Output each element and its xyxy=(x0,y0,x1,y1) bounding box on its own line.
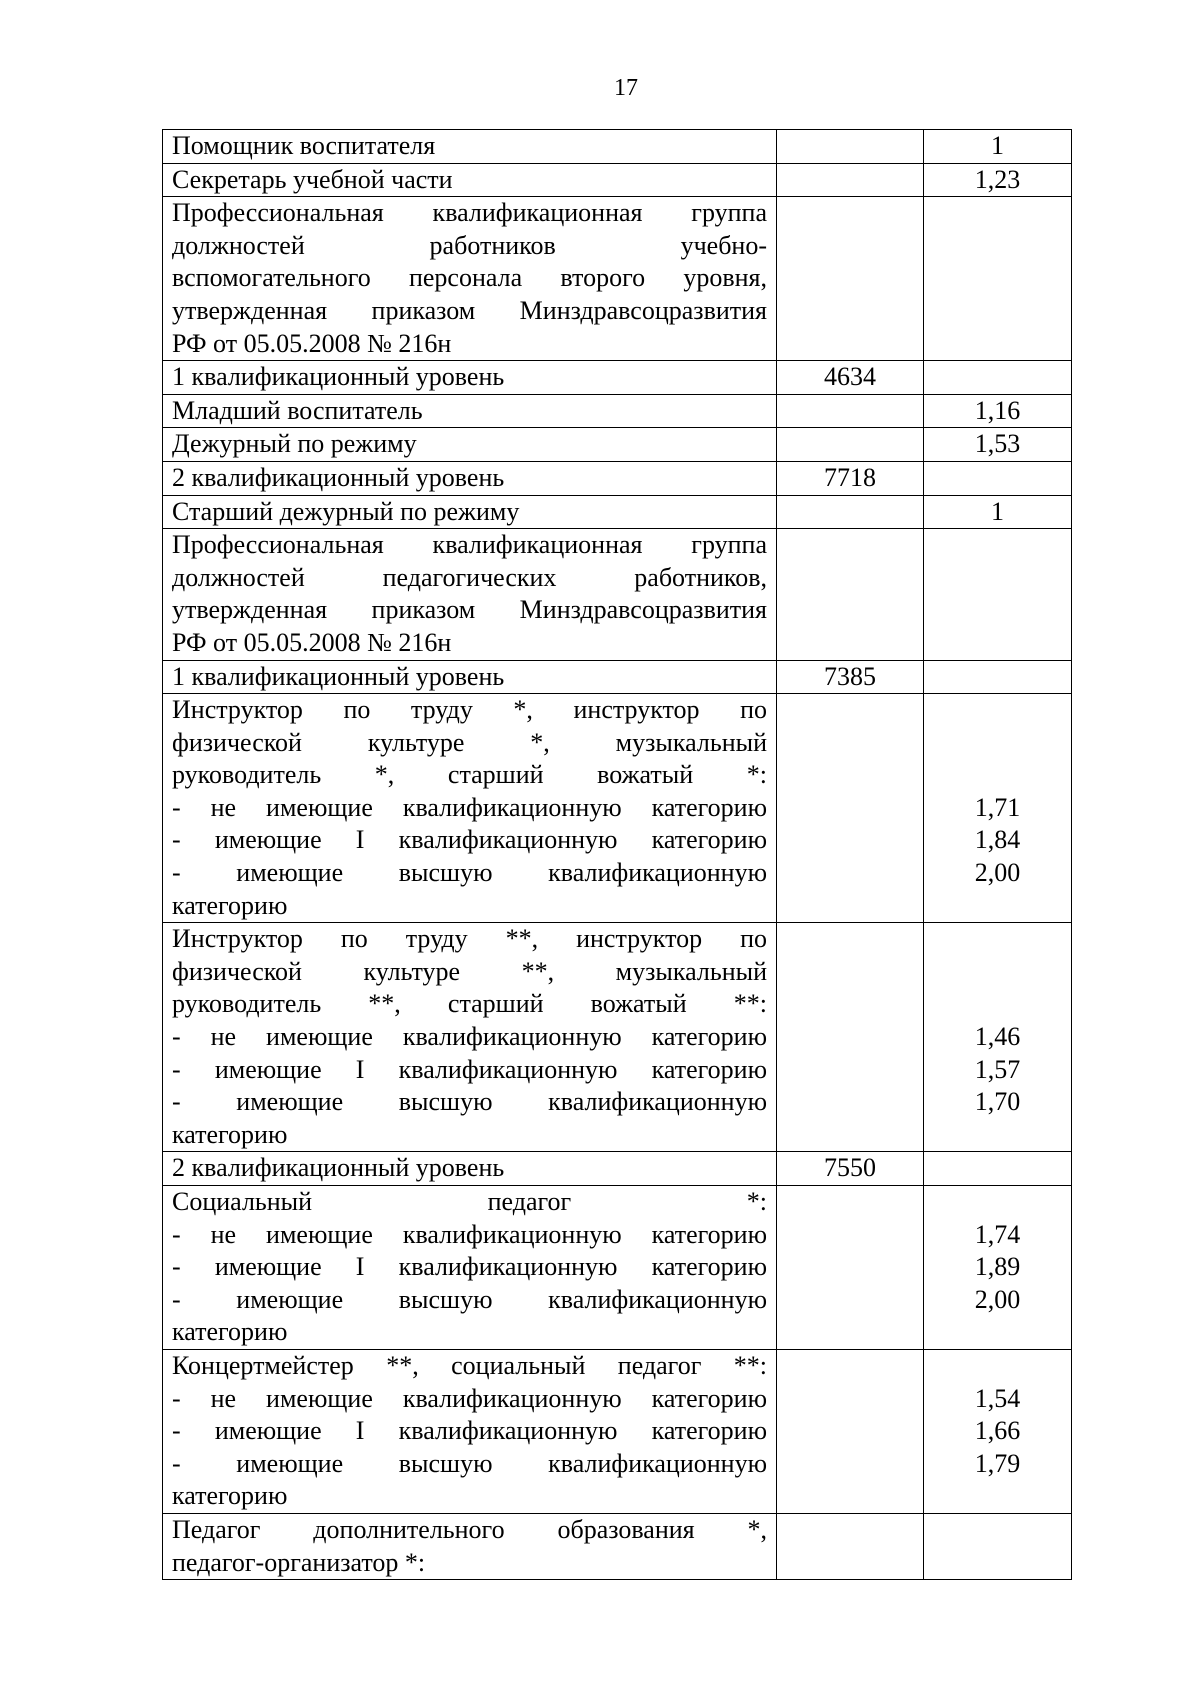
table-row xyxy=(163,495,1072,529)
position-text-line: - не имеющие квалификационную категорию xyxy=(172,1219,767,1249)
coefficient-value: 1,79 xyxy=(974,1448,1021,1478)
coefficient-value xyxy=(933,727,1062,760)
position-cell xyxy=(163,1513,777,1579)
salary-value: 7385 xyxy=(824,661,876,691)
salary-value xyxy=(786,395,914,428)
coefficient-value: 1,84 xyxy=(974,825,1021,855)
table-row xyxy=(163,1152,1072,1186)
position-text-line: - не имеющие квалификационную категорию xyxy=(172,1383,767,1413)
salary-cell xyxy=(777,394,924,428)
position-cell xyxy=(163,694,777,923)
coefficient-cell xyxy=(924,529,1072,660)
salary-cell xyxy=(777,1186,924,1350)
table-row xyxy=(163,660,1072,694)
coefficient-value: 1,57 xyxy=(974,1054,1021,1084)
page-number: 17 xyxy=(614,75,638,101)
coefficient-cell xyxy=(924,361,1072,395)
position-text-line: Инструктор по труду **, инструктор по xyxy=(172,924,767,954)
coefficient-value xyxy=(933,1350,1062,1383)
position-text-line: утвержденная приказом Минздравсоцразвития xyxy=(172,295,767,325)
position-text-line: Секретарь учебной части xyxy=(172,164,453,194)
salary-value xyxy=(786,1350,914,1383)
salary-value: 4634 xyxy=(824,362,876,392)
table-body xyxy=(163,130,1072,1580)
salary-cell xyxy=(777,694,924,923)
salary-table xyxy=(162,129,1072,1580)
position-text-line: педагог-организатор *: xyxy=(172,1547,426,1577)
coefficient-value: 1,89 xyxy=(974,1252,1021,1282)
position-cell xyxy=(163,163,777,197)
coefficient-cell xyxy=(924,495,1072,529)
table-row xyxy=(163,394,1072,428)
salary-value: 7550 xyxy=(824,1153,876,1183)
position-text-line: РФ от 05.05.2008 № 216н xyxy=(172,627,452,657)
position-text-line: - не имеющие квалификационную категорию xyxy=(172,792,767,822)
coefficient-cell xyxy=(924,428,1072,462)
salary-value xyxy=(786,130,914,163)
table-row xyxy=(163,461,1072,495)
position-text-line: руководитель *, старший вожатый *: xyxy=(172,760,767,790)
coefficient-value: 2,00 xyxy=(974,1284,1021,1314)
salary-value xyxy=(786,529,914,562)
position-cell xyxy=(163,660,777,694)
position-text-line: - имеющие высшую квалификационную xyxy=(172,858,767,888)
coefficient-cell xyxy=(924,130,1072,164)
position-cell xyxy=(163,428,777,462)
coefficient-value xyxy=(933,694,1062,727)
position-cell xyxy=(163,361,777,395)
position-text-line: Социальный педагог *: xyxy=(172,1187,767,1216)
coefficient-cell xyxy=(924,660,1072,694)
coefficient-value: 2,00 xyxy=(974,858,1021,888)
coefficient-cell xyxy=(924,1152,1072,1186)
coefficient-value: 1,54 xyxy=(974,1383,1021,1413)
position-text-line: Педагог дополнительного образования *, xyxy=(172,1514,767,1544)
coefficient-cell xyxy=(924,163,1072,197)
position-text-line: 1 квалификационный уровень xyxy=(172,661,505,691)
salary-value xyxy=(786,694,914,727)
position-cell xyxy=(163,461,777,495)
coefficient-value xyxy=(933,988,1062,1021)
table-row xyxy=(163,428,1072,462)
position-text-line: категорию xyxy=(172,1317,288,1347)
salary-cell xyxy=(777,197,924,361)
table-row xyxy=(163,361,1072,395)
coefficient-cell xyxy=(924,1349,1072,1513)
coefficient-value: 1,46 xyxy=(974,1022,1021,1052)
position-text-line: категорию xyxy=(172,890,288,920)
position-text-line: Концертмейстер **, социальный педагог **: xyxy=(172,1350,767,1380)
coefficient-value: 1,70 xyxy=(974,1087,1021,1117)
position-text-line: должностей работников учебно- xyxy=(172,230,767,260)
salary-cell xyxy=(777,495,924,529)
position-text-line: - имеющие высшую квалификационную xyxy=(172,1087,767,1117)
position-text-line: - имеющие I квалификационную категорию xyxy=(172,1416,767,1446)
coefficient-cell xyxy=(924,923,1072,1152)
salary-value xyxy=(786,1514,914,1547)
position-text-line: - имеющие высшую квалификационную xyxy=(172,1448,767,1478)
position-text-line: категорию xyxy=(172,1119,288,1149)
position-cell xyxy=(163,495,777,529)
salary-cell xyxy=(777,923,924,1152)
position-text-line: категорию xyxy=(172,1481,288,1511)
position-cell xyxy=(163,394,777,428)
position-text-line: - имеющие I квалификационную категорию xyxy=(172,1054,767,1084)
salary-value: 7718 xyxy=(824,462,876,492)
salary-cell xyxy=(777,1349,924,1513)
salary-cell xyxy=(777,163,924,197)
table-row xyxy=(163,197,1072,361)
salary-cell xyxy=(777,130,924,164)
salary-cell xyxy=(777,461,924,495)
position-text-line: 2 квалификационный уровень xyxy=(172,1153,505,1183)
position-text-line: Дежурный по режиму xyxy=(172,429,417,459)
position-text-line: - не имеющие квалификационную категорию xyxy=(172,1022,767,1052)
coefficient-value: 1,23 xyxy=(974,164,1021,194)
table-row xyxy=(163,130,1072,164)
salary-cell xyxy=(777,1513,924,1579)
position-cell xyxy=(163,1349,777,1513)
coefficient-cell xyxy=(924,694,1072,923)
salary-cell xyxy=(777,361,924,395)
salary-cell xyxy=(777,428,924,462)
coefficient-value: 1,53 xyxy=(974,429,1021,459)
position-cell xyxy=(163,197,777,361)
position-text-line: Инструктор по труду *, инструктор по xyxy=(172,695,767,725)
coefficient-value: 1 xyxy=(991,496,1004,526)
table-row xyxy=(163,1349,1072,1513)
position-text-line: Профессиональная квалификационная группа xyxy=(172,530,767,560)
salary-value xyxy=(786,1186,914,1219)
position-text-line: - имеющие I квалификационную категорию xyxy=(172,1252,767,1282)
table-row xyxy=(163,1186,1072,1350)
salary-cell xyxy=(777,1152,924,1186)
position-text-line: вспомогательного персонала второго уровня, xyxy=(172,263,767,293)
coefficient-value xyxy=(933,759,1062,792)
salary-value xyxy=(786,197,914,230)
position-text-line: - имеющие I квалификационную категорию xyxy=(172,825,767,855)
coefficient-value: 1 xyxy=(991,131,1004,160)
salary-cell xyxy=(777,660,924,694)
position-text-line: утвержденная приказом Минздравсоцразвития xyxy=(172,595,767,625)
coefficient-cell xyxy=(924,197,1072,361)
position-cell xyxy=(163,1152,777,1186)
position-text-line: 1 квалификационный уровень xyxy=(172,362,505,392)
table-row xyxy=(163,694,1072,923)
coefficient-value xyxy=(933,1186,1062,1219)
position-text-line: РФ от 05.05.2008 № 216н xyxy=(172,328,452,358)
coefficient-value: 1,66 xyxy=(974,1416,1021,1446)
position-cell xyxy=(163,1186,777,1350)
coefficient-cell xyxy=(924,1186,1072,1350)
position-text-line: физической культуре **, музыкальный xyxy=(172,956,767,986)
salary-value xyxy=(786,923,914,956)
table-row xyxy=(163,923,1072,1152)
table-row xyxy=(163,163,1072,197)
position-text-line: - имеющие высшую квалификационную xyxy=(172,1284,767,1314)
position-text-line: Старший дежурный по режиму xyxy=(172,496,520,526)
salary-value xyxy=(786,496,914,529)
position-cell xyxy=(163,529,777,660)
position-text-line: руководитель **, старший вожатый **: xyxy=(172,989,767,1019)
coefficient-cell xyxy=(924,461,1072,495)
salary-cell xyxy=(777,529,924,660)
coefficient-value xyxy=(933,923,1062,956)
coefficient-cell xyxy=(924,1513,1072,1579)
coefficient-value: 1,16 xyxy=(974,395,1021,425)
coefficient-value: 1,74 xyxy=(974,1219,1021,1249)
salary-value xyxy=(786,164,914,197)
table-row xyxy=(163,529,1072,660)
position-text-line: физической культуре *, музыкальный xyxy=(172,727,767,757)
position-text-line: Профессиональная квалификационная группа xyxy=(172,198,767,228)
position-text-line: Помощник воспитателя xyxy=(172,131,436,160)
position-text-line: должностей педагогических работников, xyxy=(172,562,767,592)
coefficient-value xyxy=(933,956,1062,989)
position-cell xyxy=(163,130,777,164)
table-row xyxy=(163,1513,1072,1579)
position-text-line: Младший воспитатель xyxy=(172,395,423,425)
coefficient-value: 1,71 xyxy=(974,792,1021,822)
position-text-line: 2 квалификационный уровень xyxy=(172,462,505,492)
position-cell xyxy=(163,923,777,1152)
salary-value xyxy=(786,428,914,461)
coefficient-cell xyxy=(924,394,1072,428)
